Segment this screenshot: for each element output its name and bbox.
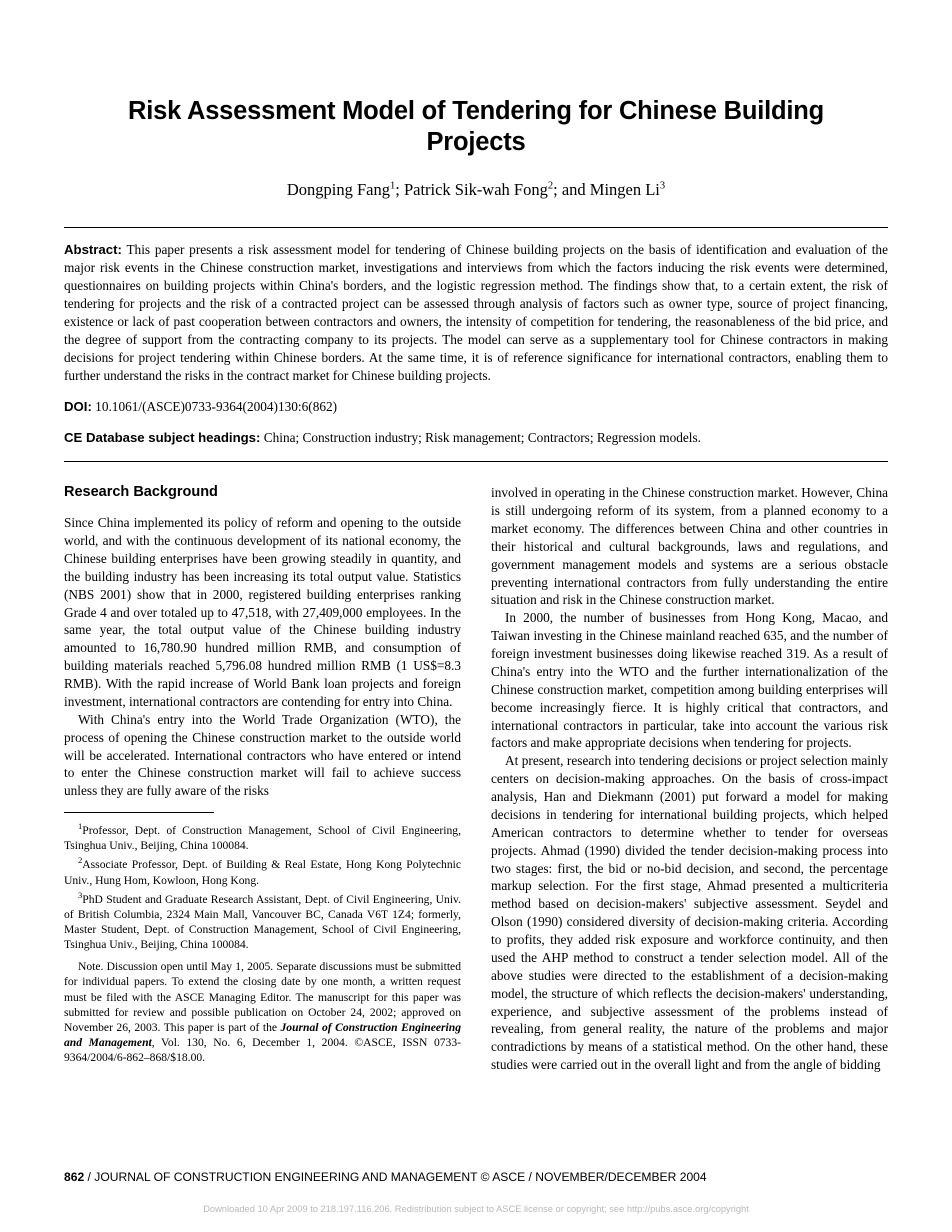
page-title: Risk Assessment Model of Tendering for Chinese Building Projects <box>127 97 824 157</box>
download-watermark: Downloaded 10 Apr 2009 to 218.197.116.206. Redistribution subject to ASCE license or copyright; see http://pubs.asce.org/copyright <box>203 1204 749 1214</box>
footnote-item <box>64 890 461 953</box>
doi-label: DOI: <box>64 399 92 415</box>
footnote-text: Associate Professor, Dept. of Building & Real Estate, Hong Kong Polytechnic Univ., Hung Hom, Kowloon, Hong Kong. <box>64 858 461 887</box>
footer-journal-line: / JOURNAL OF CONSTRUCTION ENGINEERING AND MANAGEMENT © ASCE / NOVEMBER/DECEMBER 2004 <box>84 1170 707 1184</box>
footnote-item <box>64 855 461 887</box>
paragraph: With China's entry into the World Trade Organization (WTO), the process of opening the Chinese construction market to the outside world will be accelerated. International contractors who have entered or intend to enter the Chinese construction market will fail to achieve success unless they are fully aware of the risks <box>64 711 461 799</box>
ce-database-label: CE Database subject headings: <box>64 430 261 446</box>
publication-note-part2: , Vol. 130, No. 6, December 1, 2004. ©ASCE, ISSN 0733-9364/2004/6-862–868/$18.00. <box>64 1036 461 1065</box>
page-number: 862 <box>64 1170 85 1184</box>
doi-value: 10.1061/(ASCE)0733-9364(2004)130:6(862) <box>91 399 338 415</box>
paragraph: In 2000, the number of businesses from Hong Kong, Macao, and Taiwan investing in the Chinese mainland reached 635, and the number of foreign investment businesses doing likewise reached 319. As a result of China's entry into the WTO and the further internationalization of the Chinese construction market, competition among building enterprises will become increasingly fierce. It is highly critical that contractors, and international contractors in particular, take into account the various risk factors and make appropriate decisions when tendering for projects. <box>491 610 888 751</box>
ce-database-value: China; Construction industry; Risk management; Contractors; Regression models. <box>260 430 702 446</box>
author-list <box>64 180 888 200</box>
footnote-divider <box>64 812 214 813</box>
paragraph: At present, research into tendering decisions or project selection mainly centers on decision-making approaches. On the basis of cross-impact analysis, Han and Diekmann (2001) put forward a model for making decisions in tendering for international building projects, which helped American contractors to determine whether to tender for overseas projects. Ahmad (1990) divided the tender decision-making process into two stages: first, the bid or no-bid decision, and second, the percentage markup selection. For the first stage, Ahmad presented a multicriteria method based on decision-makers' subjective assessment. Seydel and Olson (1990) considered diversity of decision-making criteria. According to profits, they added risk exposure and workforce continuity, and then used the AHP method to construct a tender selection model. All of the above studies were directed to the establishment of a decision-making model, the structure of which reflects the decision-makers' understanding, experience, and subjective assessment of the problems instead of revealing, from general reality, the nature of the problems and major contradictions by means of a statistical method. On the other hand, these studies were carried out in the overall light and from the angle of bidding <box>491 753 888 1073</box>
footnote-marker: 2 <box>78 855 83 866</box>
paragraph: Since China implemented its policy of reform and opening to the outside world, and with the continuous development of its national economy, the Chinese building enterprises have been growing steadily in quantity, and the building industry has been increasing its total output value. Statistics (NBS 2001) show that in 2000, registered building enterprises ranking Grade 4 and over totaled up to 47,518, with 27,409,000 employees. In the same year, the total output value of the Chinese building industry amounted to 16,780.90 hundred million RMB, and consumption of building materials reached 5,796.08 hundred million RMB (1 US$=8.3 RMB). With the rapid increase of World Bank loan projects and foreign investment, international contractors are contending for entry into China. <box>64 515 461 709</box>
divider-bottom <box>64 461 888 462</box>
author-3-name: ; and Mingen Li <box>553 180 660 200</box>
abstract-text: This paper presents a risk assessment model for tendering of Chinese building projects on the basis of identification and evaluation of the major risk events in the Chinese construction market, investigations and interviews from which the factors inducing the risk events were determined, questionnaires on building projects within China's borders, and the logistic regression method. The findings show that, to a certain extent, the risk of tendering for projects and the risk of a contracted project can be assessed through analysis of factors such as owner type, source of project financing, existence or lack of past cooperation between contractors and owners, the intensity of competition for tendering, the reasonableness of the bid price, and the degree of support from the contracting company to its projects. The model can serve as a supplementary tool for Chinese contractors in making decisions for project tendering within Chinese borders. At the same time, it is of reference significance for international contractors, enabling them to further understand the risks in the contract market for Chinese building projects. <box>64 242 888 384</box>
footnote-marker: 1 <box>78 821 83 832</box>
section-heading-research-background: Research Background <box>64 484 218 501</box>
body-columns <box>64 484 888 1074</box>
ce-database-headings <box>64 429 888 447</box>
right-column <box>491 484 888 1074</box>
footnote-item <box>64 821 461 853</box>
author-2-name: ; Patrick Sik-wah Fong <box>395 180 548 200</box>
doi <box>64 398 888 416</box>
abstract-label: Abstract: <box>64 242 122 258</box>
footnote-text: PhD Student and Graduate Research Assistant, Dept. of Civil Engineering, Univ. of British Columbia, 2324 Main Mall, Vancouver BC, Canada V6T 1Z4; formerly, Master Student, Dept. of Construction Management, School of Civil Engineering, Tsinghua Univ., Beijing, China 100084. <box>64 892 461 952</box>
abstract <box>64 241 888 385</box>
author-2-affil-marker: 2 <box>547 180 554 192</box>
divider-top <box>64 227 888 228</box>
left-column <box>64 484 461 1074</box>
footnote-text: Professor, Dept. of Construction Management, School of Civil Engineering, Tsinghua Univ., Beijing, China 100084. <box>64 824 461 853</box>
author-3-affil-marker: 3 <box>659 180 666 192</box>
author-1-name: Dongping Fang <box>286 180 390 200</box>
journal-name: Journal of Construction Engineering and Management <box>64 1021 461 1050</box>
paragraph: involved in operating in the Chinese construction market. However, China is still undergoing reform of its system, from a planned economy to a market economy. The differences between China and other countries in their historical and cultural backgrounds, laws and regulations, and government management models and systems are a serious obstacle preventing international contractors from fully understanding the entire situation and risk in the Chinese construction market. <box>491 485 888 608</box>
footnote-marker: 3 <box>78 889 83 900</box>
page-footer <box>64 1170 888 1184</box>
author-1-affil-marker: 1 <box>389 180 396 192</box>
publication-note-part1: Note. Discussion open until May 1, 2005. Separate discussions must be submitted for individual papers. To extend the closing date by one month, a written request must be filed with the ASCE Managing Editor. The manuscript for this paper was submitted for review and possible publication on October 24, 2002; approved on November 26, 2003. This paper is part of the <box>64 960 461 1035</box>
publication-note <box>64 959 461 1065</box>
footnotes <box>64 821 461 1065</box>
